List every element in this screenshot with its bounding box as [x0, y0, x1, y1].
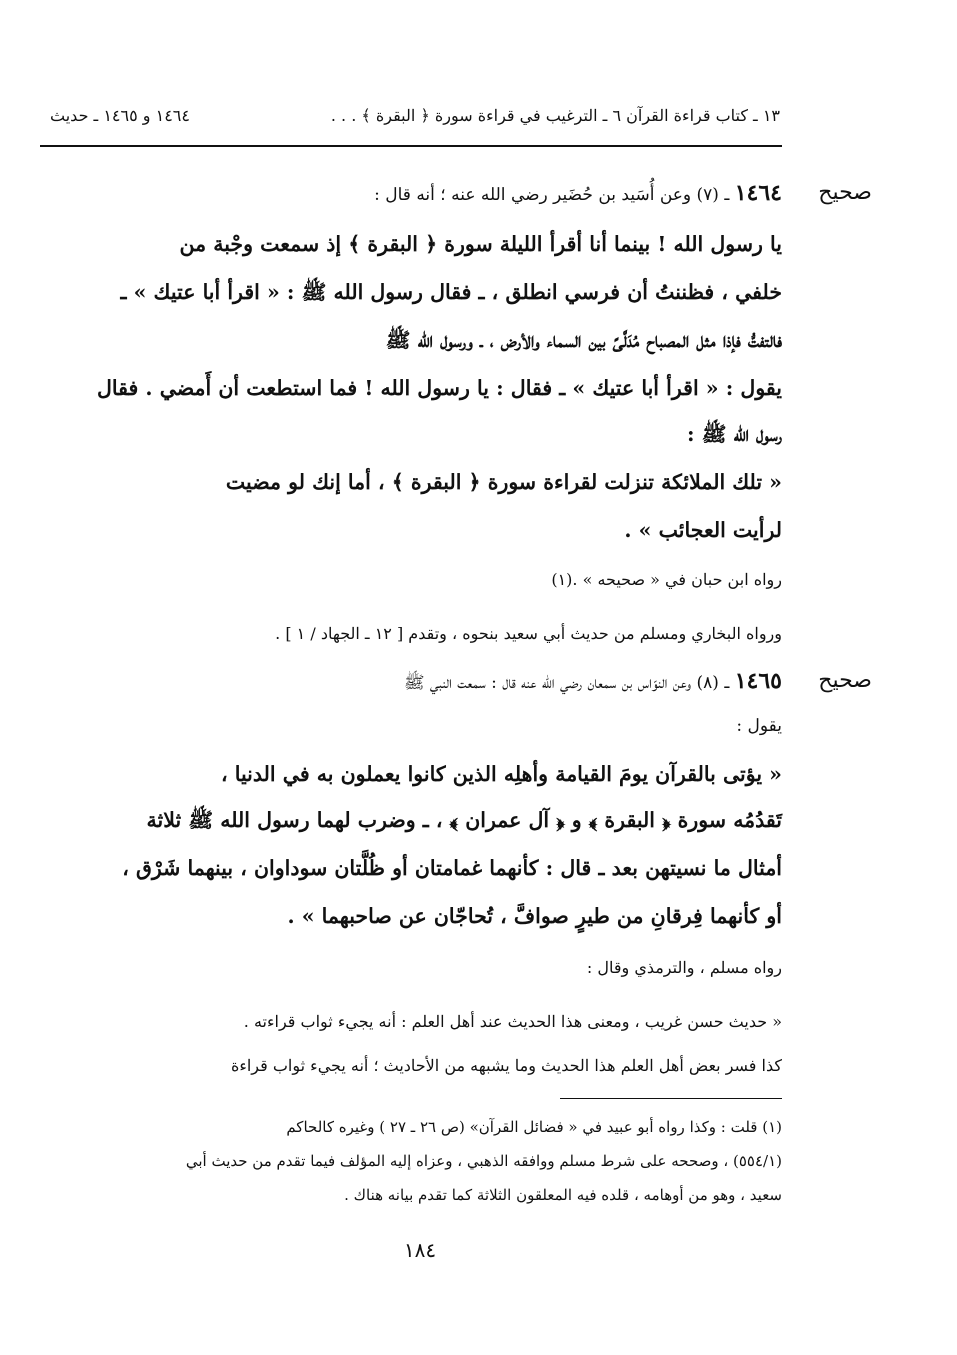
grade-label-1465: صحيح	[818, 668, 872, 693]
hadith-1464-line: لرأيت العجائب » .	[624, 518, 782, 542]
hadith-1465-intro-text: ـ (٨) وعن النوّاس بن سمعان رضي الله عنه قال : سمعت النبي ﷺ	[403, 673, 730, 693]
header-divider	[40, 145, 782, 147]
hadith-1465-source: « حديث حسن غريب ، ومعنى هذا الحديث عند أهل العلم : أنه يجيء ثواب قراءته .	[243, 1012, 782, 1031]
hadith-1464-line: يقول : « اقرأ أبا عتيك » ـ فقال : يا رسول الله ! فما استطعت أن أَمضي . فقال	[96, 376, 782, 400]
hadith-1465-line: أو كأنهما فِرقانِ من طيرٍ صوافَّ ، تُحاجّان عن صاحبهما » .	[287, 904, 782, 928]
hadith-1464-line: رسول الله ﷺ :	[687, 422, 782, 446]
header-hadith-range: ١٤٦٤ و ١٤٦٥ ـ حديث	[50, 105, 190, 125]
hadith-1464-intro-text: ـ (٧) وعن أُسَيد بن حُضَير رضي الله عنه ؛ أنه قال :	[374, 185, 730, 205]
hadith-number-1464: ١٤٦٤	[734, 180, 782, 206]
hadith-1464-line: « تلك الملائكة تنزلت لقراءة سورة ﴿ البقرة ﴾ ، أما إنك لو مضيت	[225, 470, 782, 494]
hadith-1465-line: يقول :	[736, 716, 782, 736]
footnote-divider	[560, 1098, 782, 1099]
hadith-1464-source: رواه ابن حبان في « صحيحه » .(١)	[551, 570, 782, 589]
hadith-1464-intro	[52, 180, 782, 206]
hadith-1464-source: ورواه البخاري ومسلم من حديث أبي سعيد بنحوه ، وتقدم [ ١٢ ـ الجهاد / ١ ] .	[275, 624, 782, 643]
hadith-1465-source: كذا فسر بعض أهل العلم هذا الحديث وما يشبهه من الأحاديث ؛ أنه يجيء ثواب قراءة	[230, 1056, 782, 1075]
footnote-line: سعيد ، وهو من أوهامه ، قلده فيه المعلقون الثلاثة كما تقدم بيانه هناك .	[344, 1186, 782, 1204]
hadith-1464-line: فالتفتُّ فإذا مثل المصباح مُدَلَّىً بين السماء والأرض ، ـ ورسول الله ﷺ	[385, 328, 782, 352]
hadith-1465-source: رواه مسلم ، والترمذي وقال :	[586, 958, 782, 977]
hadith-number-1465: ١٤٦٥	[734, 668, 782, 694]
hadith-1464-line: يا رسول الله ! بينما أنا أقرأ الليلة سورة ﴿ البقرة ﴾ إذ سمعت وجْبة من	[179, 232, 782, 256]
footnote-line: (٥٥٤/١) ، وصححه على شرط مسلم ووافقه الذهبي ، وعزاه إليه المؤلف فيما تقدم من حديث أبي	[185, 1152, 782, 1170]
grade-label-1464: صحيح	[818, 180, 872, 205]
running-header	[50, 100, 780, 130]
footnote-line: (١) قلت : وكذا رواه أبو عبيد في « فضائل القرآن» (ص ٢٦ ـ ٢٧ ) وغيره كالحاكم	[286, 1118, 782, 1136]
hadith-1465-intro	[52, 668, 782, 697]
hadith-1465-line: أمثال ما نسيتهن بعد ـ قال : كأنهما غمامتان أو ظُلَّتان سوداوان ، بينهما شَرْق ،	[122, 856, 782, 880]
page-number: ١٨٤	[403, 1238, 437, 1262]
hadith-1465-line: « يؤتى بالقرآن يومَ القيامة وأهلِه الذين كانوا يعملون به في الدنيا ،	[221, 762, 782, 786]
hadith-1465-line: تَقدُمُه سورة ﴿ البقرة ﴾ و ﴿ آل عمران ﴾ ، ـ وضرب لهما رسول الله ﷺ ثلاثة	[146, 808, 782, 832]
header-chapter: ١٣ ـ كتاب قراءة القرآن ٦ ـ الترغيب في قراءة سورة ﴿ البقرة ﴾ . . .	[330, 105, 780, 125]
hadith-1464-line: خلفي ، فظننتُ أن فرسي انطلق ، ـ فقال رسول الله ﷺ : « اقرأ أبا عتيك » ـ	[120, 280, 782, 304]
